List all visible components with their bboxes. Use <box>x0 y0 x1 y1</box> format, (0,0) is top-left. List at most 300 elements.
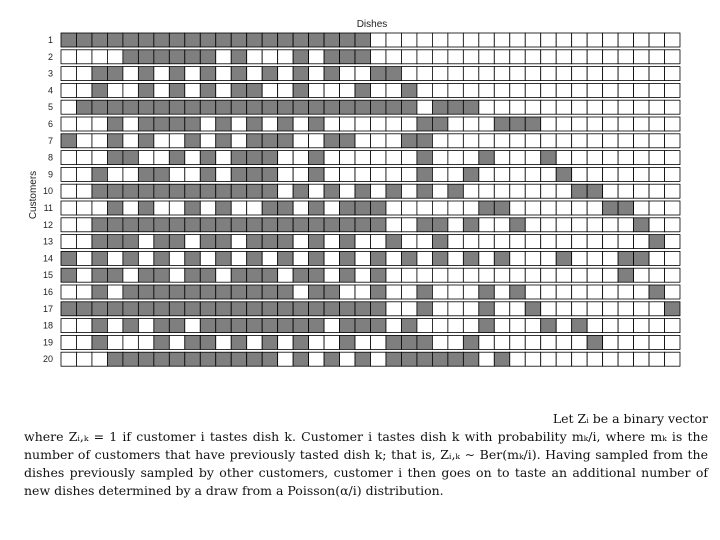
cell-empty <box>432 67 447 81</box>
cell-empty <box>494 50 509 64</box>
cell-empty <box>603 302 618 316</box>
cell-empty <box>649 151 664 165</box>
cell-empty <box>587 50 602 64</box>
cell-filled <box>247 167 262 181</box>
cell-filled <box>262 134 277 148</box>
cell-empty <box>525 235 540 249</box>
cell-filled <box>169 285 184 299</box>
row-label: 19 <box>42 337 53 348</box>
cell-filled <box>386 235 401 249</box>
cell-filled <box>169 83 184 97</box>
cell-empty <box>247 335 262 349</box>
cell-empty <box>649 335 664 349</box>
cell-filled <box>448 184 463 198</box>
cell-empty <box>154 151 169 165</box>
cell-filled <box>262 335 277 349</box>
cell-empty <box>417 201 432 215</box>
cell-filled <box>340 33 355 47</box>
cell-filled <box>494 251 509 265</box>
cell-filled <box>417 151 432 165</box>
cell-filled <box>355 218 370 232</box>
cell-empty <box>541 134 556 148</box>
cell-empty <box>401 235 416 249</box>
cell-empty <box>463 134 478 148</box>
cell-empty <box>649 251 664 265</box>
cell-empty <box>603 100 618 114</box>
cell-empty <box>510 268 525 282</box>
cell-empty <box>463 184 478 198</box>
cell-filled <box>463 167 478 181</box>
cell-empty <box>247 50 262 64</box>
cell-filled <box>386 352 401 366</box>
cell-empty <box>572 151 587 165</box>
cell-empty <box>61 151 76 165</box>
cell-empty <box>355 251 370 265</box>
cell-empty <box>479 218 494 232</box>
cell-empty <box>371 83 386 97</box>
cell-empty <box>572 335 587 349</box>
cell-filled <box>262 302 277 316</box>
cell-filled <box>401 100 416 114</box>
cell-filled <box>216 33 231 47</box>
cell-empty <box>541 335 556 349</box>
cell-filled <box>138 100 153 114</box>
cell-empty <box>634 184 649 198</box>
cell-filled <box>417 117 432 131</box>
matrix-row <box>43 184 680 198</box>
cell-filled <box>185 218 200 232</box>
cell-empty <box>587 319 602 333</box>
cell-empty <box>76 319 91 333</box>
cell-empty <box>247 201 262 215</box>
cell-filled <box>355 184 370 198</box>
cell-empty <box>324 235 339 249</box>
cell-empty <box>448 50 463 64</box>
cell-empty <box>479 83 494 97</box>
cell-filled <box>200 302 215 316</box>
cell-empty <box>61 67 76 81</box>
cell-filled <box>463 335 478 349</box>
cell-filled <box>247 352 262 366</box>
cell-empty <box>556 352 571 366</box>
cell-filled <box>107 67 122 81</box>
cell-empty <box>200 134 215 148</box>
cell-empty <box>324 268 339 282</box>
cell-empty <box>92 352 107 366</box>
cell-filled <box>107 218 122 232</box>
cell-empty <box>386 302 401 316</box>
matrix-row <box>48 33 680 47</box>
cell-empty <box>618 167 633 181</box>
cell-empty <box>603 33 618 47</box>
cell-filled <box>278 285 293 299</box>
cell-empty <box>371 50 386 64</box>
cell-empty <box>340 83 355 97</box>
cell-empty <box>541 50 556 64</box>
cell-empty <box>417 319 432 333</box>
cell-filled <box>247 218 262 232</box>
cell-empty <box>556 100 571 114</box>
cell-empty <box>618 134 633 148</box>
cell-empty <box>417 67 432 81</box>
cell-empty <box>510 134 525 148</box>
cell-empty <box>494 67 509 81</box>
cell-empty <box>494 134 509 148</box>
cell-empty <box>463 83 478 97</box>
cell-empty <box>417 235 432 249</box>
matrix-row <box>43 235 680 249</box>
cell-filled <box>185 302 200 316</box>
cell-filled <box>262 201 277 215</box>
cell-empty <box>572 100 587 114</box>
cell-filled <box>200 50 215 64</box>
cell-empty <box>587 302 602 316</box>
cell-filled <box>340 235 355 249</box>
cell-filled <box>386 335 401 349</box>
cell-filled <box>123 319 138 333</box>
cell-empty <box>556 268 571 282</box>
cell-filled <box>138 134 153 148</box>
cell-empty <box>463 117 478 131</box>
cell-empty <box>309 184 324 198</box>
cell-empty <box>76 285 91 299</box>
cell-filled <box>324 218 339 232</box>
cell-empty <box>572 201 587 215</box>
cell-filled <box>247 251 262 265</box>
cell-empty <box>107 285 122 299</box>
cell-filled <box>107 201 122 215</box>
cell-empty <box>618 184 633 198</box>
cell-empty <box>649 100 664 114</box>
cell-filled <box>618 201 633 215</box>
cell-empty <box>76 352 91 366</box>
cell-filled <box>247 268 262 282</box>
cell-empty <box>541 235 556 249</box>
cell-empty <box>76 151 91 165</box>
cell-filled <box>556 167 571 181</box>
cell-empty <box>665 100 680 114</box>
cell-empty <box>123 134 138 148</box>
cell-filled <box>309 117 324 131</box>
cell-filled <box>154 335 169 349</box>
cell-empty <box>587 151 602 165</box>
cell-filled <box>340 100 355 114</box>
cell-empty <box>432 33 447 47</box>
cell-filled <box>247 83 262 97</box>
cell-filled <box>417 218 432 232</box>
cell-empty <box>665 117 680 131</box>
cell-empty <box>386 50 401 64</box>
cell-empty <box>293 235 308 249</box>
cell-filled <box>371 302 386 316</box>
cell-filled <box>510 117 525 131</box>
cell-filled <box>432 352 447 366</box>
cell-empty <box>494 302 509 316</box>
cell-empty <box>200 251 215 265</box>
cell-filled <box>92 251 107 265</box>
cell-empty <box>556 83 571 97</box>
cell-filled <box>278 134 293 148</box>
cell-empty <box>371 33 386 47</box>
cell-empty <box>541 83 556 97</box>
cell-empty <box>510 335 525 349</box>
cell-empty <box>556 302 571 316</box>
cell-filled <box>417 167 432 181</box>
cell-empty <box>556 235 571 249</box>
cell-filled <box>185 352 200 366</box>
cell-filled <box>278 251 293 265</box>
cell-empty <box>123 167 138 181</box>
cell-filled <box>138 83 153 97</box>
cell-empty <box>463 268 478 282</box>
cell-filled <box>247 302 262 316</box>
cell-filled <box>200 235 215 249</box>
cell-empty <box>371 184 386 198</box>
cell-empty <box>61 335 76 349</box>
cell-filled <box>355 83 370 97</box>
cell-empty <box>463 319 478 333</box>
cell-empty <box>587 100 602 114</box>
cell-empty <box>572 235 587 249</box>
cell-filled <box>231 167 246 181</box>
cell-empty <box>649 184 664 198</box>
cell-empty <box>525 352 540 366</box>
cell-filled <box>61 134 76 148</box>
cell-empty <box>634 302 649 316</box>
cell-empty <box>262 117 277 131</box>
cell-filled <box>293 83 308 97</box>
cell-filled <box>216 285 231 299</box>
cell-empty <box>603 50 618 64</box>
cell-empty <box>649 67 664 81</box>
matrix-row <box>43 218 680 232</box>
cell-empty <box>587 251 602 265</box>
cell-empty <box>448 302 463 316</box>
cell-empty <box>76 218 91 232</box>
cell-filled <box>169 235 184 249</box>
cell-empty <box>510 100 525 114</box>
cell-empty <box>494 268 509 282</box>
cell-filled <box>92 285 107 299</box>
cell-filled <box>417 352 432 366</box>
cell-filled <box>200 352 215 366</box>
cell-empty <box>432 151 447 165</box>
cell-empty <box>572 83 587 97</box>
cell-empty <box>587 134 602 148</box>
cell-empty <box>107 319 122 333</box>
cell-filled <box>417 184 432 198</box>
cell-filled <box>107 134 122 148</box>
cell-empty <box>525 201 540 215</box>
cell-empty <box>587 268 602 282</box>
cell-empty <box>262 251 277 265</box>
cell-empty <box>401 167 416 181</box>
row-label: 7 <box>47 135 53 146</box>
cell-empty <box>448 268 463 282</box>
cell-filled <box>386 100 401 114</box>
cell-empty <box>510 251 525 265</box>
cell-empty <box>541 251 556 265</box>
cell-empty <box>200 117 215 131</box>
matrix-row <box>44 201 680 215</box>
cell-empty <box>665 184 680 198</box>
cell-empty <box>603 67 618 81</box>
cell-empty <box>494 184 509 198</box>
row-label: 17 <box>42 303 53 314</box>
cell-filled <box>293 100 308 114</box>
cell-filled <box>107 100 122 114</box>
cell-empty <box>61 167 76 181</box>
matrix-row <box>48 134 680 148</box>
cell-empty <box>541 167 556 181</box>
cell-filled <box>231 184 246 198</box>
cell-filled <box>340 218 355 232</box>
cell-empty <box>479 335 494 349</box>
cell-empty <box>463 235 478 249</box>
cell-filled <box>309 268 324 282</box>
cell-filled <box>293 218 308 232</box>
cell-filled <box>293 67 308 81</box>
cell-filled <box>463 352 478 366</box>
matrix-row <box>48 50 680 64</box>
cell-filled <box>185 33 200 47</box>
cell-filled <box>138 184 153 198</box>
cell-empty <box>556 134 571 148</box>
cell-filled <box>169 302 184 316</box>
cell-empty <box>494 167 509 181</box>
cell-filled <box>371 201 386 215</box>
cell-empty <box>556 319 571 333</box>
cell-empty <box>231 134 246 148</box>
cell-empty <box>61 201 76 215</box>
cell-empty <box>448 201 463 215</box>
cell-filled <box>262 184 277 198</box>
cell-empty <box>572 167 587 181</box>
cell-filled <box>324 302 339 316</box>
cell-empty <box>541 33 556 47</box>
cell-empty <box>417 100 432 114</box>
cell-filled <box>293 302 308 316</box>
cell-empty <box>355 335 370 349</box>
cell-empty <box>479 50 494 64</box>
matrix-row <box>48 67 680 81</box>
cell-filled <box>309 218 324 232</box>
cell-filled <box>185 251 200 265</box>
cell-empty <box>525 167 540 181</box>
cell-filled <box>107 352 122 366</box>
cell-empty <box>216 83 231 97</box>
cell-filled <box>494 117 509 131</box>
cell-empty <box>293 134 308 148</box>
cell-empty <box>417 33 432 47</box>
cell-empty <box>386 117 401 131</box>
cell-empty <box>649 83 664 97</box>
cell-empty <box>386 268 401 282</box>
cell-filled <box>247 100 262 114</box>
row-label: 8 <box>47 152 53 163</box>
cell-filled <box>154 285 169 299</box>
cell-empty <box>401 117 416 131</box>
cell-empty <box>324 83 339 97</box>
cell-empty <box>556 285 571 299</box>
cell-filled <box>123 285 138 299</box>
cell-empty <box>216 167 231 181</box>
cell-filled <box>479 201 494 215</box>
cell-empty <box>92 151 107 165</box>
cell-empty <box>309 335 324 349</box>
cell-filled <box>324 184 339 198</box>
cell-empty <box>76 167 91 181</box>
cell-empty <box>448 151 463 165</box>
cell-filled <box>355 302 370 316</box>
cell-empty <box>649 33 664 47</box>
cell-filled <box>247 33 262 47</box>
cell-empty <box>355 167 370 181</box>
cell-empty <box>525 251 540 265</box>
cell-empty <box>479 100 494 114</box>
cell-filled <box>278 100 293 114</box>
cell-empty <box>386 151 401 165</box>
row-label: 13 <box>42 236 53 247</box>
cell-filled <box>278 218 293 232</box>
cell-filled <box>138 201 153 215</box>
cell-empty <box>324 251 339 265</box>
cell-empty <box>401 218 416 232</box>
cell-filled <box>231 285 246 299</box>
cell-filled <box>309 201 324 215</box>
cell-empty <box>76 67 91 81</box>
cell-empty <box>340 285 355 299</box>
cell-filled <box>618 251 633 265</box>
cell-filled <box>169 218 184 232</box>
cell-empty <box>649 268 664 282</box>
cell-empty <box>216 67 231 81</box>
cell-empty <box>355 117 370 131</box>
cell-empty <box>525 67 540 81</box>
cell-empty <box>665 268 680 282</box>
caption-body: where Zᵢ,ₖ = 1 if customer i tastes dish k. Customer i tastes dish k with probability mₖ/i, where mₖ is the number of customers that have previously tasted dish k; that is, Zᵢ,ₖ ∼ Ber(mₖ/i). Having sampled from the dishes previously sampled by other customers, customer i then goes on to taste an additional number of new dishes determined by a draw from a Poisson(α/i) distribution. <box>24 429 708 498</box>
cell-filled <box>355 201 370 215</box>
cell-filled <box>200 268 215 282</box>
cell-empty <box>61 285 76 299</box>
cell-empty <box>169 167 184 181</box>
cell-empty <box>448 285 463 299</box>
cell-empty <box>634 335 649 349</box>
cell-filled <box>200 167 215 181</box>
cell-empty <box>525 134 540 148</box>
cell-filled <box>107 302 122 316</box>
cell-filled <box>448 100 463 114</box>
cell-empty <box>587 67 602 81</box>
cell-empty <box>169 201 184 215</box>
cell-filled <box>169 151 184 165</box>
cell-filled <box>293 184 308 198</box>
cell-empty <box>92 201 107 215</box>
cell-filled <box>525 117 540 131</box>
cell-empty <box>634 50 649 64</box>
cell-filled <box>154 50 169 64</box>
row-label: 3 <box>47 68 53 79</box>
cell-filled <box>340 335 355 349</box>
cell-filled <box>216 100 231 114</box>
cell-filled <box>169 50 184 64</box>
cell-empty <box>92 117 107 131</box>
cell-empty <box>603 134 618 148</box>
cell-empty <box>587 218 602 232</box>
cell-filled <box>417 302 432 316</box>
cell-filled <box>293 50 308 64</box>
cell-empty <box>665 151 680 165</box>
